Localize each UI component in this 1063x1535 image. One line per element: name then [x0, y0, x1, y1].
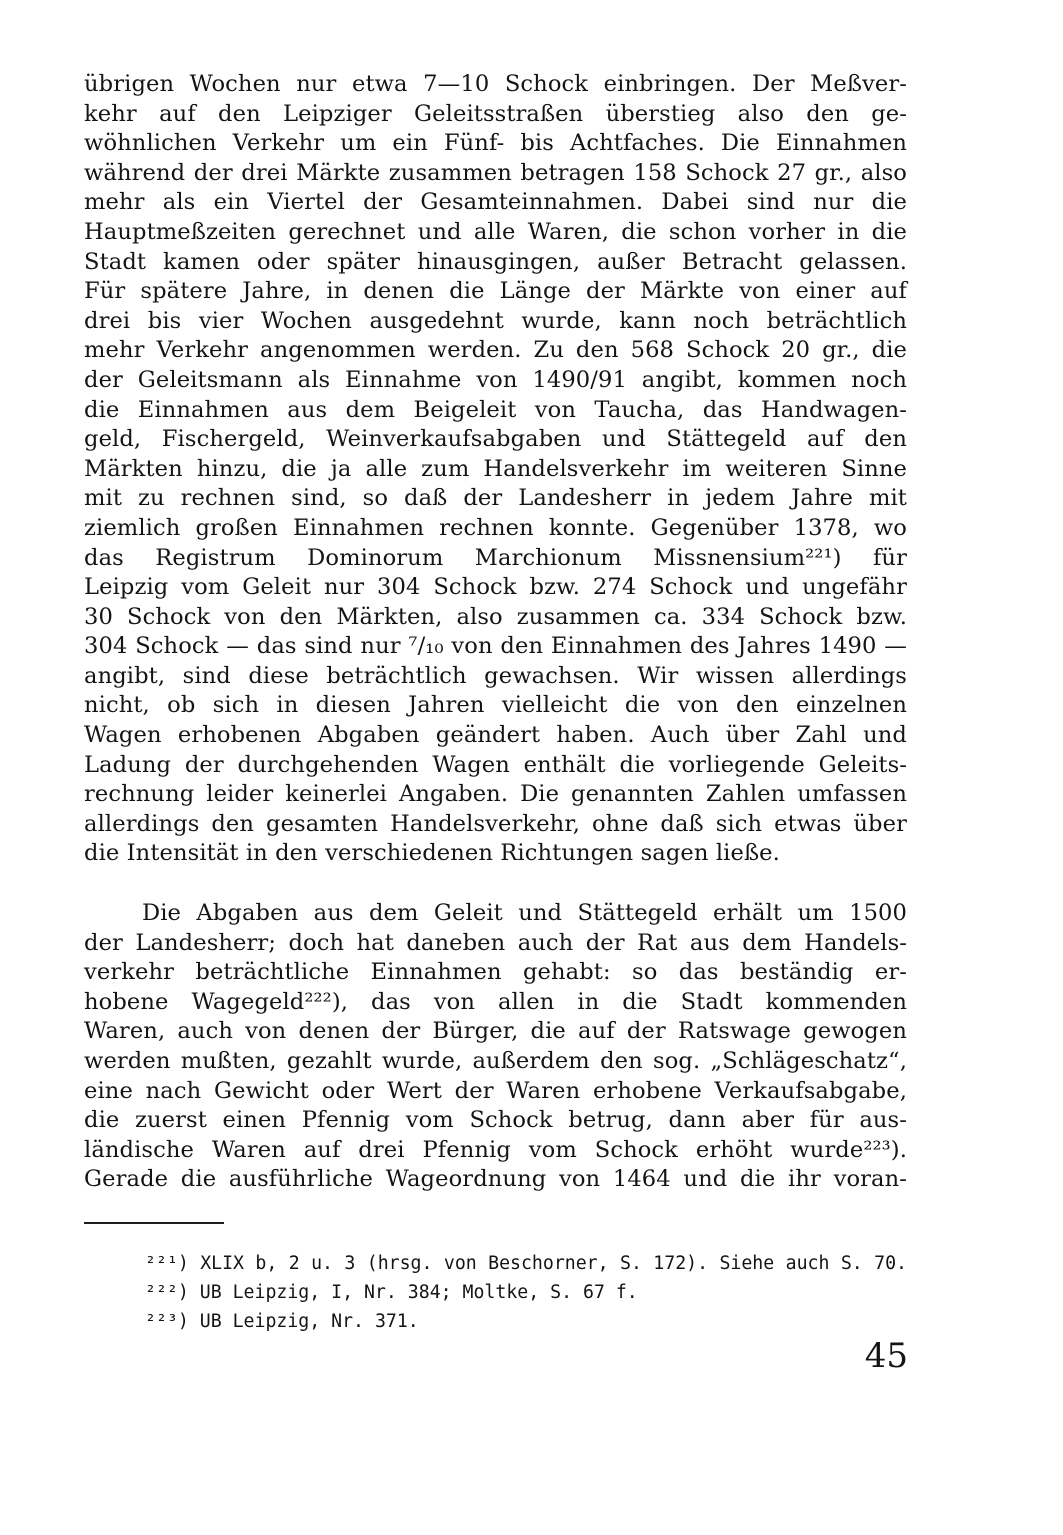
text-line: drei bis vier Wochen ausgedehnt wurde, kann noch beträchtlich — [84, 307, 907, 334]
text-line: ziemlich großen Einnahmen rechnen konnte. Gegenüber 1378, wo — [84, 514, 907, 541]
text-line: die Intensität in den verschiedenen Richtungen sagen ließe. — [84, 840, 780, 867]
footnote-223: ²²³) UB Leipzig, Nr. 371. — [145, 1311, 419, 1332]
text-line: die zuerst einen Pfennig vom Schock betrug, dann aber für aus- — [84, 1107, 907, 1134]
text-line: ländische Waren auf drei Pfennig vom Schock erhöht wurde²²³). — [84, 1136, 907, 1163]
text-line: mehr Verkehr angenommen werden. Zu den 568 Schock 20 gr., die — [84, 337, 907, 364]
paragraph-spacer — [84, 869, 907, 899]
text-line: allerdings den gesamten Handelsverkehr, ohne daß sich etwas über — [84, 810, 907, 837]
text-line: wöhnlichen Verkehr um ein Fünf- bis Achtfaches. Die Einnahmen — [84, 130, 907, 157]
paragraph-1 — [84, 70, 907, 869]
text-line: Waren, auch von denen der Bürger, die auf der Ratswage gewogen — [84, 1018, 907, 1045]
text-line: Stadt kamen oder später hinausgingen, außer Betracht gelassen. — [84, 248, 907, 275]
text-line: während der drei Märkte zusammen betragen 158 Schock 27 gr., also — [84, 159, 907, 186]
text-line: mehr als ein Viertel der Gesamteinnahmen. Dabei sind nur die — [84, 189, 907, 216]
text-line: 304 Schock — das sind nur ⁷/₁₀ von den Einnahmen des Jahres 1490 — — [84, 633, 907, 660]
text-line: rechnung leider keinerlei Angaben. Die genannten Zahlen umfassen — [84, 781, 907, 808]
text-line: Ladung der durchgehenden Wagen enthält die vorliegende Geleits- — [84, 751, 907, 778]
text-line: verkehr beträchtliche Einnahmen gehabt: so das beständig er- — [84, 959, 907, 986]
text-line: der Landesherr; doch hat daneben auch der Rat aus dem Handels- — [84, 929, 907, 956]
text-line: Wagen erhobenen Abgaben geändert haben. Auch über Zahl und — [84, 722, 907, 749]
paragraph-2 — [84, 899, 907, 1195]
text-line: geld, Fischergeld, Weinverkaufsabgaben und Stättegeld auf den — [84, 426, 907, 453]
text-line: Für spätere Jahre, in denen die Länge der Märkte von einer auf — [84, 278, 907, 305]
text-line: 30 Schock von den Märkten, also zusammen ca. 334 Schock bzw. — [84, 603, 907, 630]
text-line: Hauptmeßzeiten gerechnet und alle Waren, die schon vorher in die — [84, 218, 907, 245]
page-number: 45 — [864, 1336, 908, 1376]
text-line: kehr auf den Leipziger Geleitsstraßen überstieg also den ge- — [84, 100, 907, 127]
text-line: der Geleitsmann als Einnahme von 1490/91 angibt, kommen noch — [84, 366, 907, 393]
text-line: eine nach Gewicht oder Wert der Waren erhobene Verkaufsabgabe, — [84, 1077, 907, 1104]
footnote-222: ²²²) UB Leipzig, I, Nr. 384; Moltke, S. 67 f. — [145, 1282, 638, 1303]
text-line: angibt, sind diese beträchtlich gewachsen. Wir wissen allerdings — [84, 662, 907, 689]
text-line: die Einnahmen aus dem Beigeleit von Taucha, das Handwagen- — [84, 396, 907, 423]
text-line: nicht, ob sich in diesen Jahren vielleicht die von den einzelnen — [84, 692, 907, 719]
text-line: Märkten hinzu, die ja alle zum Handelsverkehr im weiteren Sinne — [84, 455, 907, 482]
body-text — [84, 70, 907, 1195]
text-line: werden mußten, gezahlt wurde, außerdem den sog. „Schlägeschatz“, — [84, 1048, 907, 1074]
text-line: Gerade die ausführliche Wageordnung von 1464 und die ihr voran- — [84, 1166, 907, 1193]
text-line: Die Abgaben aus dem Geleit und Stättegeld erhält um 1500 — [142, 900, 907, 927]
text-line: hobene Wagegeld²²²), das von allen in die Stadt kommenden — [84, 988, 907, 1015]
text-line: mit zu rechnen sind, so daß der Landesherr in jedem Jahre mit — [84, 485, 907, 512]
text-line: übrigen Wochen nur etwa 7—10 Schock einbringen. Der Meßver- — [84, 71, 907, 97]
footnote-divider — [84, 1222, 224, 1224]
footnotes — [145, 1249, 907, 1336]
footnote-221: ²²¹) XLIX b, 2 u. 3 (hrsg. von Beschorner, S. 172). Siehe auch S. 70. — [145, 1253, 907, 1274]
text-line: Leipzig vom Geleit nur 304 Schock bzw. 274 Schock und ungefähr — [84, 574, 907, 601]
text-line: das Registrum Dominorum Marchionum Missnensium²²¹) für — [84, 544, 907, 571]
